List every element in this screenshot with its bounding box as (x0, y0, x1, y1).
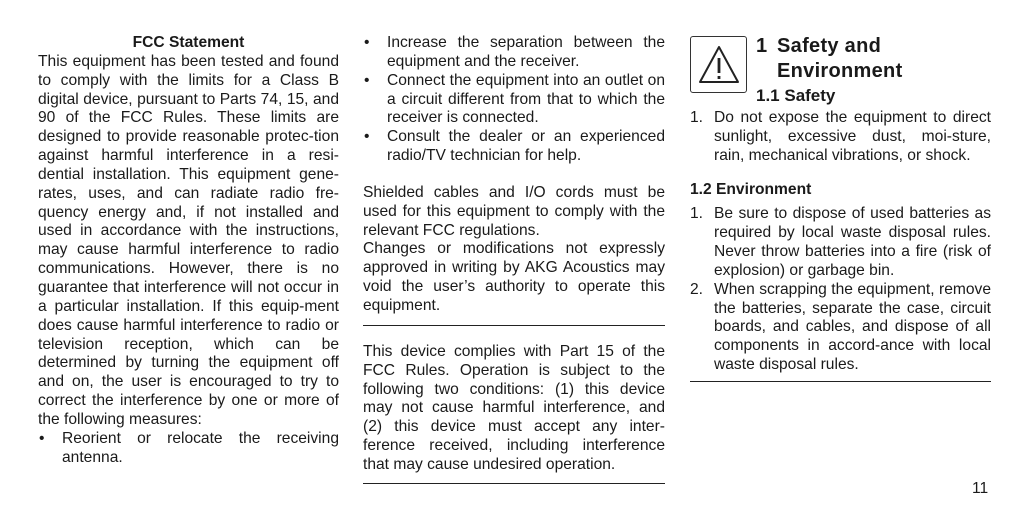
fcc-statement-title: FCC Statement (132, 34, 245, 51)
list-item: 1. Do not expose the equipment to direct sunlight, excessive dust, moi-sture, rain, mechanical vibrations, or shock. (690, 109, 991, 164)
section-title-line1: Safety and (777, 35, 882, 57)
spacer (363, 166, 665, 184)
shielded-cables-paragraph: Shielded cables and I/O cords must be used for this equipment to comply with the relevant FCC regulations. (363, 183, 665, 239)
subsection-safety-title: 1.1 Safety (756, 86, 836, 105)
fcc-measures-list-continued (363, 34, 665, 166)
list-item: 2. When scrapping the equipment, remove the batteries, separate the case, circuit boards, and cables, and dispose of all components in accord-ance with local waste disposal rules. (690, 280, 991, 374)
list-item: • Increase the separation between the equipment and the receiver. (363, 34, 665, 72)
section-title (756, 34, 903, 83)
list-item: • Reorient or relocate the receiving antenna. (38, 430, 339, 468)
fcc-statement-paragraph: This equipment has been tested and found to comply with the limits for a Class B digital device, pursuant to Parts 74, 15, and 90 of the FCC Rules. These limits are designed to provide reasonable protec-tion against harmful interference in a resi-dential installation. This equipment gene-rates, uses, and can radiate radio fre-quency energy and, if not installed and used in accordance with the instructions, may cause harmful interference to radio communications. However, there is no guarantee that interference will not occur in a particular installation. If this equip-ment does cause harmful interference to radio or television reception, which can be determined by turning the equipment off and on, the user is encouraged to try to correct the interference by one or more of the following measures: (38, 52, 339, 428)
list-item: 1. Be sure to dispose of used batteries as required by local waste disposal rules. Never throw batteries into a fire (risk of explosion) or garbage bin. (690, 205, 991, 279)
divider (363, 483, 665, 484)
list-item: • Connect the equipment into an outlet on a circuit different from that to which the receiver is connected. (363, 72, 665, 129)
fcc-continued-column (363, 34, 665, 484)
environment-list (690, 205, 991, 375)
part15-paragraph: This device complies with Part 15 of the FCC Rules. Operation is subject to the following two conditions: (1) this device may not cause harmful interference, and (2) this device must accept any inter-ference received, including interference that may cause undesired operation. (363, 342, 665, 473)
section-title-line2: Environment (777, 59, 903, 82)
section-headings (756, 34, 903, 108)
list-item: • Consult the dealer or an experienced radio/TV technician for help. (363, 128, 665, 166)
subsection-environment-title: 1.2 Environment (690, 180, 812, 198)
fcc-statement-column (38, 34, 339, 467)
section-header (690, 34, 991, 108)
fcc-measures-list (38, 430, 339, 468)
modifications-paragraph: Changes or modifications not expressly approved in writing by AKG Acoustics may void the user’s authority to operate this equipment. (363, 240, 665, 314)
warning-triangle-icon (690, 36, 747, 93)
section-number: 1 (756, 35, 768, 57)
safety-environment-column (690, 34, 991, 382)
page-number: 11 (972, 480, 989, 497)
safety-list (690, 109, 991, 166)
divider (690, 381, 991, 382)
